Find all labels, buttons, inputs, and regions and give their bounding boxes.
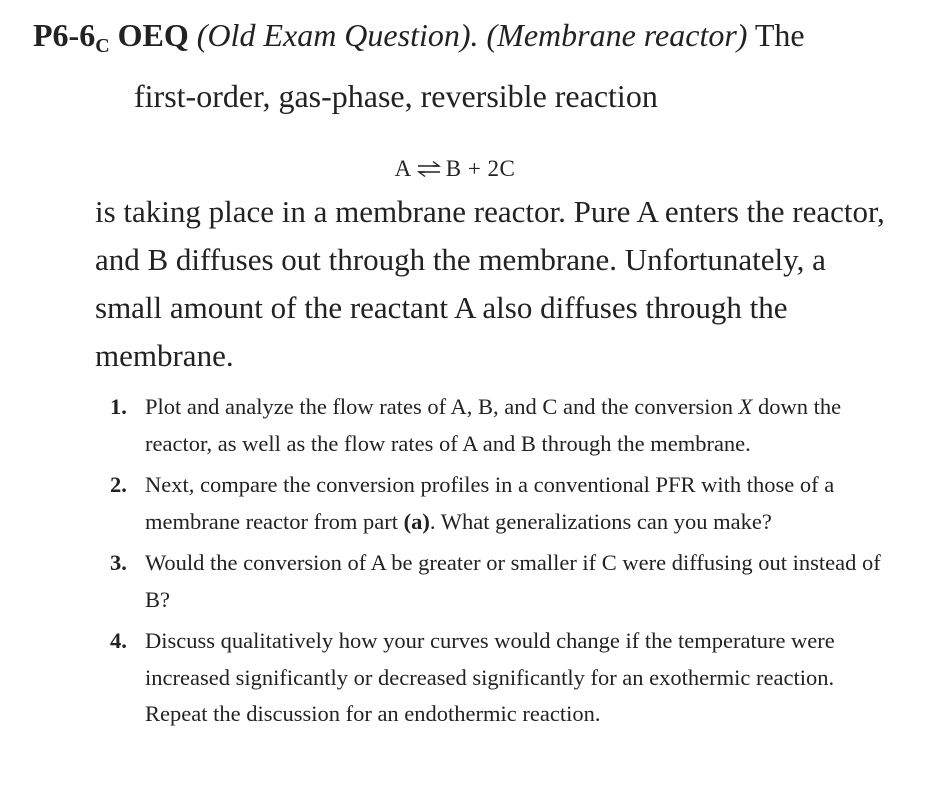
question-text: Would the conversion of A be greater or smaller if C were diffusing out instead of B? [145,550,881,612]
question-text: down the reactor, as well as the flow rates of A and B through the membrane. [145,394,842,456]
difficulty-subscript: C [95,35,110,57]
problem-description: is taking place in a membrane reactor. Pure A enters the reactor, and B diffuses out through the membrane. Unfortunately, a small amount of the reactant A also diffuses through the membrane. [95,194,885,373]
question-item [110,623,900,733]
problem-topic: (Membrane reactor) [486,17,748,53]
question-number: 1. [110,394,127,419]
question-text: Plot and analyze the flow rates of A, B, and C and the conversion [145,394,739,419]
problem-number: $P6-6_C$ [33,17,110,57]
question-item [110,467,900,540]
problem-heading [33,10,913,121]
question-item [110,389,900,462]
question-list [110,389,900,738]
question-number: 4. [110,628,127,653]
part-reference: (a) [403,508,430,534]
code-expansion: (Old Exam Question). [196,17,479,53]
question-text: Discuss qualitatively how your curves would change if the temperature were increased significantly or decreased significantly for an exothermic reaction. Repeat the discussion for an endothermic reaction. [145,628,835,726]
question-text: . What generalizations can you make? [429,508,772,534]
heading-line-2: first-order, gas-phase, reversible reaction [134,78,658,114]
lead-word: The [754,17,805,53]
products: B + 2C [445,156,516,181]
conversion-variable: X [738,394,753,419]
reaction-equation [0,154,910,184]
question-number: 2. [110,472,127,497]
question-text: Next, compare the conversion profiles in a conventional PFR with those of a membrane reactor from part [145,472,835,534]
reversible-arrow-icon [416,160,442,178]
problem-code: OEQ [117,17,189,53]
question-number: 3. [110,550,127,575]
reactant: A [394,156,412,181]
question-item [110,545,900,618]
